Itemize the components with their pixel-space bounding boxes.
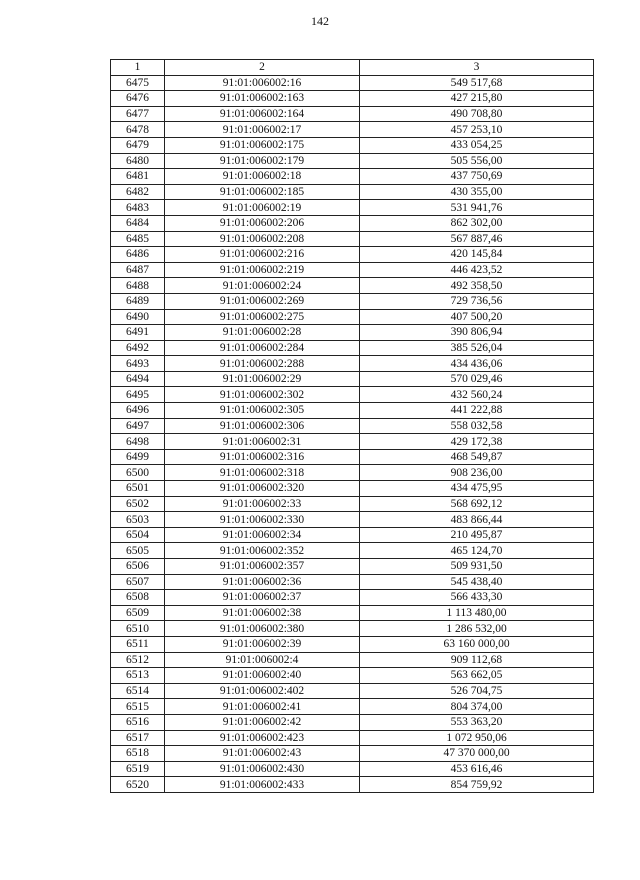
row-number-cell: 6481 [111, 169, 165, 185]
cadastral-number-cell: 91:01:006002:33 [165, 496, 360, 512]
column-header-3: 3 [360, 60, 594, 76]
cadastral-number-cell: 91:01:006002:24 [165, 278, 360, 294]
page-number: 142 [311, 14, 329, 28]
cadastral-number-cell: 91:01:006002:216 [165, 247, 360, 263]
table-row [111, 465, 594, 481]
row-number-cell: 6496 [111, 403, 165, 419]
cadastral-number-cell: 91:01:006002:305 [165, 403, 360, 419]
row-number-cell: 6499 [111, 449, 165, 465]
row-number-cell: 6477 [111, 106, 165, 122]
cadastral-number-cell: 91:01:006002:302 [165, 387, 360, 403]
value-cell: 729 736,56 [360, 293, 594, 309]
cadastral-number-cell: 91:01:006002:318 [165, 465, 360, 481]
table-row [111, 668, 594, 684]
row-number-cell: 6503 [111, 512, 165, 528]
value-cell: 432 560,24 [360, 387, 594, 403]
cadastral-number-cell: 91:01:006002:269 [165, 293, 360, 309]
cadastral-number-cell: 91:01:006002:288 [165, 356, 360, 372]
cadastral-number-cell: 91:01:006002:320 [165, 481, 360, 497]
row-number-cell: 6511 [111, 636, 165, 652]
table-row [111, 559, 594, 575]
value-cell: 531 941,76 [360, 200, 594, 216]
cadastral-number-cell: 91:01:006002:42 [165, 714, 360, 730]
row-number-cell: 6493 [111, 356, 165, 372]
table-row [111, 371, 594, 387]
table-row [111, 200, 594, 216]
cadastral-number-cell: 91:01:006002:28 [165, 325, 360, 341]
value-cell: 492 358,50 [360, 278, 594, 294]
value-cell: 553 363,20 [360, 714, 594, 730]
table-row [111, 590, 594, 606]
row-number-cell: 6513 [111, 668, 165, 684]
value-cell: 545 438,40 [360, 574, 594, 590]
row-number-cell: 6482 [111, 184, 165, 200]
value-cell: 430 355,00 [360, 184, 594, 200]
cadastral-number-cell: 91:01:006002:29 [165, 371, 360, 387]
table-row [111, 403, 594, 419]
table-row [111, 247, 594, 263]
row-number-cell: 6502 [111, 496, 165, 512]
row-number-cell: 6512 [111, 652, 165, 668]
table-row [111, 293, 594, 309]
cadastral-number-cell: 91:01:006002:179 [165, 153, 360, 169]
table-row [111, 434, 594, 450]
table-row [111, 527, 594, 543]
table-row [111, 621, 594, 637]
column-header-2: 2 [165, 60, 360, 76]
table-row [111, 652, 594, 668]
value-cell: 1 072 950,06 [360, 730, 594, 746]
value-cell: 453 616,46 [360, 761, 594, 777]
row-number-cell: 6483 [111, 200, 165, 216]
value-cell: 433 054,25 [360, 137, 594, 153]
table-row [111, 574, 594, 590]
cadastral-number-cell: 91:01:006002:18 [165, 169, 360, 185]
row-number-cell: 6479 [111, 137, 165, 153]
row-number-cell: 6491 [111, 325, 165, 341]
value-cell: 385 526,04 [360, 340, 594, 356]
cadastral-number-cell: 91:01:006002:430 [165, 761, 360, 777]
table-row [111, 746, 594, 762]
value-cell: 854 759,92 [360, 777, 594, 793]
table-header [111, 60, 594, 76]
table-row [111, 777, 594, 793]
cadastral-number-cell: 91:01:006002:38 [165, 605, 360, 621]
value-cell: 437 750,69 [360, 169, 594, 185]
cadastral-number-cell: 91:01:006002:164 [165, 106, 360, 122]
value-cell: 457 253,10 [360, 122, 594, 138]
row-number-cell: 6505 [111, 543, 165, 559]
row-number-cell: 6492 [111, 340, 165, 356]
row-number-cell: 6489 [111, 293, 165, 309]
value-cell: 434 436,06 [360, 356, 594, 372]
cadastral-number-cell: 91:01:006002:43 [165, 746, 360, 762]
table-row [111, 683, 594, 699]
cadastral-number-cell: 91:01:006002:433 [165, 777, 360, 793]
value-cell: 505 556,00 [360, 153, 594, 169]
value-cell: 420 145,84 [360, 247, 594, 263]
table-row [111, 512, 594, 528]
table-row [111, 481, 594, 497]
value-cell: 465 124,70 [360, 543, 594, 559]
table-row [111, 169, 594, 185]
table-row [111, 231, 594, 247]
row-number-cell: 6510 [111, 621, 165, 637]
table-row [111, 340, 594, 356]
row-number-cell: 6519 [111, 761, 165, 777]
table-row [111, 761, 594, 777]
row-number-cell: 6504 [111, 527, 165, 543]
table-row [111, 184, 594, 200]
cadastral-number-cell: 91:01:006002:357 [165, 559, 360, 575]
row-number-cell: 6508 [111, 590, 165, 606]
row-number-cell: 6490 [111, 309, 165, 325]
cadastral-number-cell: 91:01:006002:352 [165, 543, 360, 559]
cadastral-number-cell: 91:01:006002:16 [165, 75, 360, 91]
table-row [111, 356, 594, 372]
row-number-cell: 6509 [111, 605, 165, 621]
row-number-cell: 6495 [111, 387, 165, 403]
cadastral-number-cell: 91:01:006002:380 [165, 621, 360, 637]
value-cell: 567 887,46 [360, 231, 594, 247]
value-cell: 490 708,80 [360, 106, 594, 122]
table-row [111, 636, 594, 652]
table-row [111, 122, 594, 138]
cadastral-number-cell: 91:01:006002:163 [165, 91, 360, 107]
value-cell: 47 370 000,00 [360, 746, 594, 762]
row-number-cell: 6487 [111, 262, 165, 278]
table-row [111, 496, 594, 512]
value-cell: 427 215,80 [360, 91, 594, 107]
column-header-1: 1 [111, 60, 165, 76]
cadastral-number-cell: 91:01:006002:39 [165, 636, 360, 652]
value-cell: 566 433,30 [360, 590, 594, 606]
cadastral-number-cell: 91:01:006002:316 [165, 449, 360, 465]
table-body [111, 75, 594, 792]
value-cell: 509 931,50 [360, 559, 594, 575]
row-number-cell: 6480 [111, 153, 165, 169]
cadastral-number-cell: 91:01:006002:34 [165, 527, 360, 543]
table-row [111, 714, 594, 730]
table-row [111, 699, 594, 715]
value-cell: 210 495,87 [360, 527, 594, 543]
value-cell: 558 032,58 [360, 418, 594, 434]
cadastral-number-cell: 91:01:006002:37 [165, 590, 360, 606]
value-cell: 563 662,05 [360, 668, 594, 684]
table-row [111, 309, 594, 325]
row-number-cell: 6501 [111, 481, 165, 497]
cadastral-number-cell: 91:01:006002:330 [165, 512, 360, 528]
cadastral-number-cell: 91:01:006002:306 [165, 418, 360, 434]
row-number-cell: 6486 [111, 247, 165, 263]
row-number-cell: 6497 [111, 418, 165, 434]
cadastral-number-cell: 91:01:006002:175 [165, 137, 360, 153]
row-number-cell: 6516 [111, 714, 165, 730]
row-number-cell: 6478 [111, 122, 165, 138]
table-row [111, 262, 594, 278]
row-number-cell: 6507 [111, 574, 165, 590]
value-cell: 568 692,12 [360, 496, 594, 512]
value-cell: 526 704,75 [360, 683, 594, 699]
row-number-cell: 6518 [111, 746, 165, 762]
value-cell: 434 475,95 [360, 481, 594, 497]
row-number-cell: 6500 [111, 465, 165, 481]
cadastral-number-cell: 91:01:006002:40 [165, 668, 360, 684]
row-number-cell: 6485 [111, 231, 165, 247]
value-cell: 483 866,44 [360, 512, 594, 528]
row-number-cell: 6484 [111, 215, 165, 231]
value-cell: 1 286 532,00 [360, 621, 594, 637]
value-cell: 570 029,46 [360, 371, 594, 387]
table-row [111, 75, 594, 91]
cadastral-number-cell: 91:01:006002:41 [165, 699, 360, 715]
table-row [111, 730, 594, 746]
cadastral-number-cell: 91:01:006002:275 [165, 309, 360, 325]
cadastral-number-cell: 91:01:006002:185 [165, 184, 360, 200]
table-row [111, 325, 594, 341]
row-number-cell: 6488 [111, 278, 165, 294]
table-row [111, 387, 594, 403]
value-cell: 908 236,00 [360, 465, 594, 481]
row-number-cell: 6506 [111, 559, 165, 575]
cadastral-number-cell: 91:01:006002:19 [165, 200, 360, 216]
value-cell: 407 500,20 [360, 309, 594, 325]
row-number-cell: 6498 [111, 434, 165, 450]
cadastral-number-cell: 91:01:006002:284 [165, 340, 360, 356]
cadastral-number-cell: 91:01:006002:402 [165, 683, 360, 699]
cadastral-number-cell: 91:01:006002:17 [165, 122, 360, 138]
cadastral-number-cell: 91:01:006002:423 [165, 730, 360, 746]
value-cell: 468 549,87 [360, 449, 594, 465]
table-row [111, 215, 594, 231]
table-row [111, 605, 594, 621]
cadastral-number-cell: 91:01:006002:208 [165, 231, 360, 247]
cadastral-value-table [110, 59, 594, 793]
cadastral-number-cell: 91:01:006002:206 [165, 215, 360, 231]
value-cell: 429 172,38 [360, 434, 594, 450]
table-row [111, 137, 594, 153]
row-number-cell: 6475 [111, 75, 165, 91]
value-cell: 862 302,00 [360, 215, 594, 231]
cadastral-number-cell: 91:01:006002:36 [165, 574, 360, 590]
value-cell: 909 112,68 [360, 652, 594, 668]
table-row [111, 153, 594, 169]
table-row [111, 106, 594, 122]
row-number-cell: 6517 [111, 730, 165, 746]
table-row [111, 418, 594, 434]
value-cell: 63 160 000,00 [360, 636, 594, 652]
value-cell: 441 222,88 [360, 403, 594, 419]
header-row [111, 60, 594, 76]
value-cell: 390 806,94 [360, 325, 594, 341]
row-number-cell: 6476 [111, 91, 165, 107]
row-number-cell: 6520 [111, 777, 165, 793]
value-cell: 1 113 480,00 [360, 605, 594, 621]
value-cell: 549 517,68 [360, 75, 594, 91]
table-row [111, 91, 594, 107]
value-cell: 804 374,00 [360, 699, 594, 715]
cadastral-number-cell: 91:01:006002:31 [165, 434, 360, 450]
row-number-cell: 6515 [111, 699, 165, 715]
value-cell: 446 423,52 [360, 262, 594, 278]
cadastral-number-cell: 91:01:006002:219 [165, 262, 360, 278]
cadastral-number-cell: 91:01:006002:4 [165, 652, 360, 668]
row-number-cell: 6494 [111, 371, 165, 387]
table-row [111, 278, 594, 294]
table-row [111, 543, 594, 559]
table-row [111, 449, 594, 465]
row-number-cell: 6514 [111, 683, 165, 699]
